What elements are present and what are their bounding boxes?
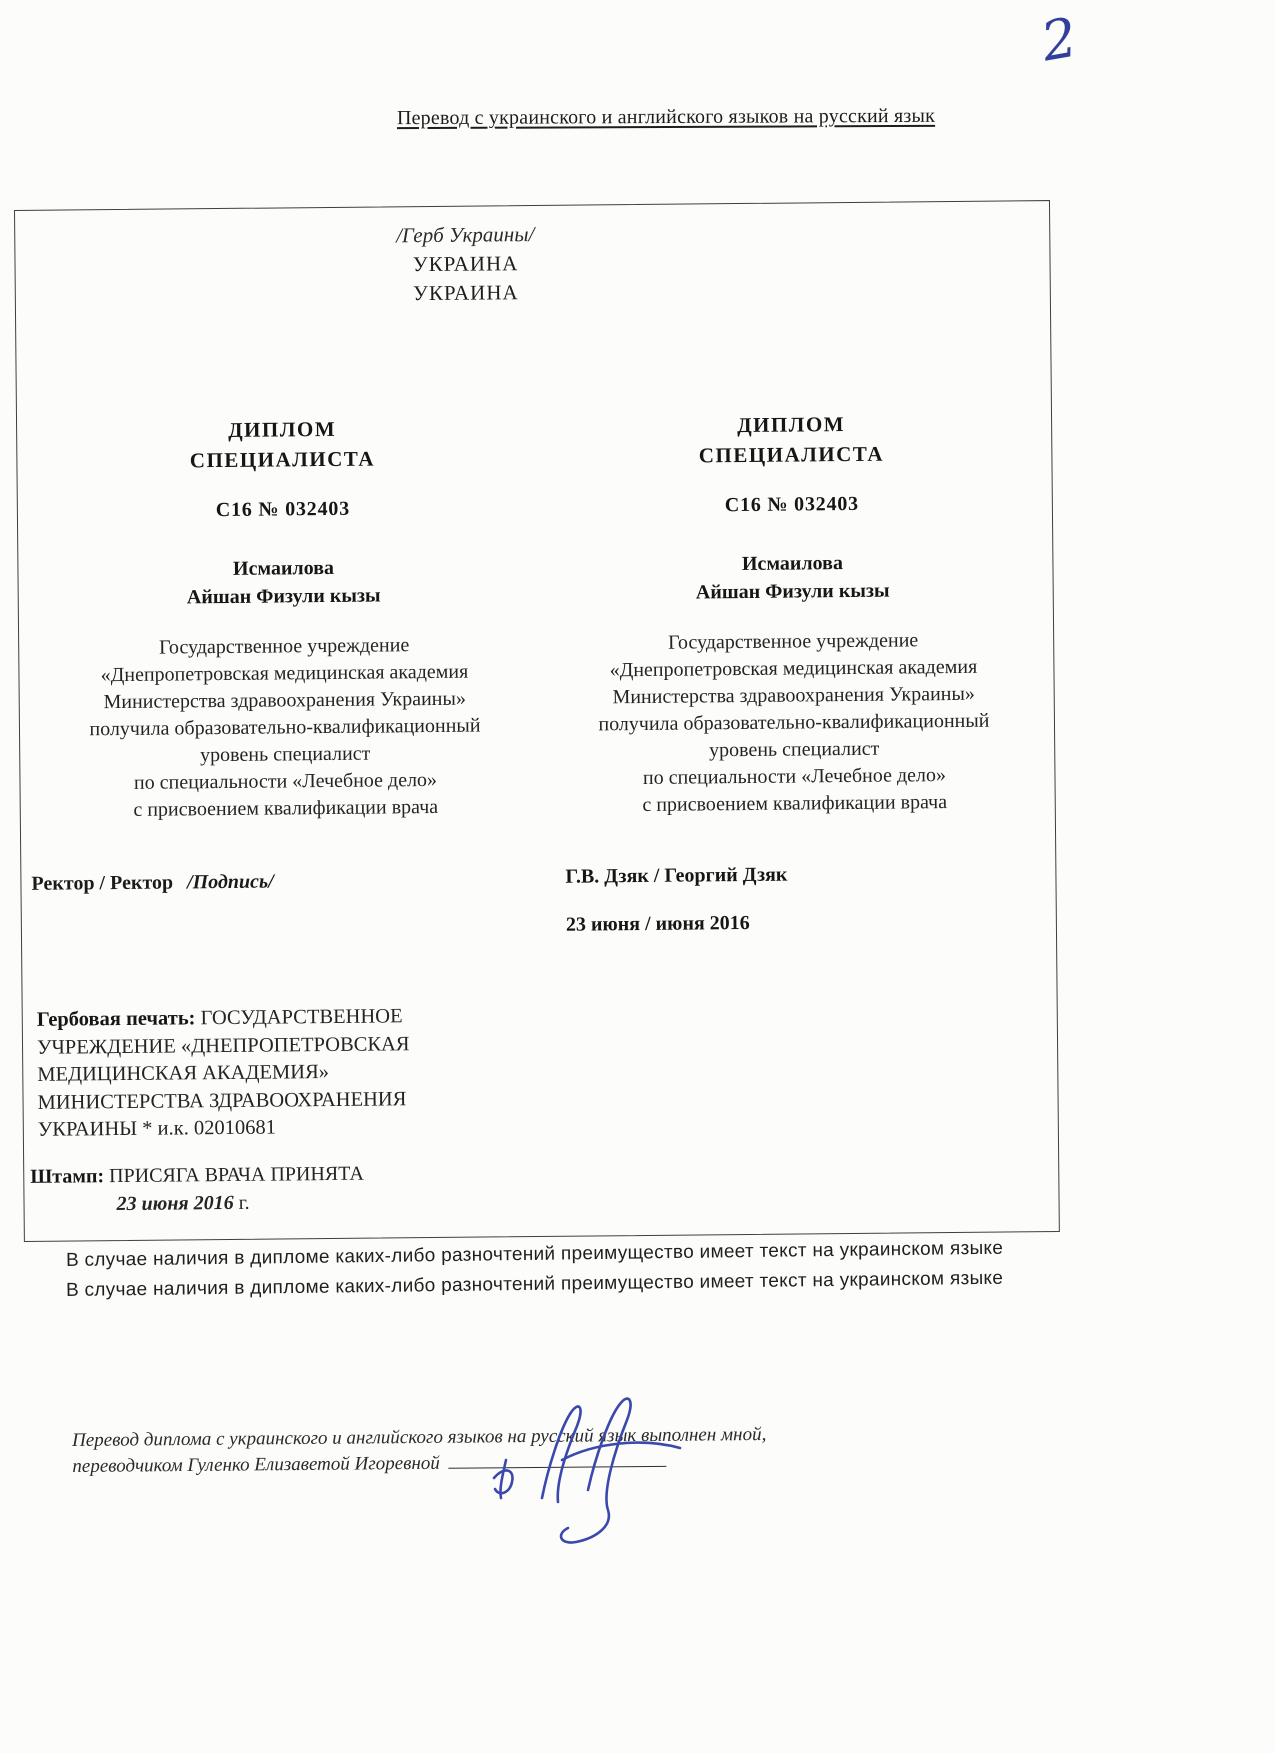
diploma-heading [47,412,518,477]
seal-text-line2: УЧРЕЖДЕНИЕ «ДНЕПРОПЕТРОВСКАЯ [36,1032,410,1059]
body-line: «Днепропетровская медицинская академия [100,660,469,687]
body-line: Министерства здравоохранения Украины» [103,687,467,714]
stamp-date-suffix: г. [238,1191,250,1214]
diploma-body-text [507,626,1081,820]
stamp-text: ПРИСЯГА ВРАЧА ПРИНЯТА [109,1162,364,1188]
diploma-body-text [49,631,521,825]
holder-name [506,547,1079,608]
diploma-heading-line2: СПЕЦИАЛИСТА [698,441,885,468]
body-line: Государственное учреждение [159,634,410,659]
diploma-heading-line1: ДИПЛОМ [228,416,337,442]
emblem-note: /Герб Украины/ [396,222,535,248]
body-line: по специальности «Лечебное дело» [133,768,438,794]
holder-surname: Исмаилова [232,556,335,580]
body-line: Государственное учреждение [668,629,919,654]
body-line: по специальности «Лечебное дело» [642,764,947,789]
stamp-description [30,1160,364,1219]
stamp-line2 [116,1188,364,1218]
diploma-serial-number: С16 № 032403 [215,497,351,522]
country-line-2: УКРАИНА [412,280,519,306]
diploma-heading-line1: ДИПЛОМ [737,412,846,438]
seal-text-line4: МИНИСТЕРСТВА ЗДРАВООХРАНЕНИЯ [37,1087,407,1114]
diploma-translation-box [14,200,1060,1242]
seal-label: Гербовая печать: [36,1007,196,1031]
body-line: получила образовательно-квалификационный [598,709,990,736]
stamp-line1 [30,1160,364,1191]
emblem-block [15,216,916,312]
rector-signature-line [31,871,273,896]
stamp-label: Штамп: [30,1165,105,1188]
diploma-heading-line2: СПЕЦИАЛИСТА [189,446,376,473]
diploma-serial-number: С16 № 032403 [724,492,860,517]
country-line-1: УКРАИНА [412,251,519,277]
translator-statement-line1: Перевод диплома с украинского и английского языков на русский язык выполнен мной, [72,1423,767,1451]
body-line: уровень специалист [200,742,371,767]
diploma-column-right [505,407,1081,820]
discrepancy-note-line1: В случае наличия в дипломе каких-либо разночтений преимущество имеет текст на украинском языке [65,1237,1004,1271]
issue-date: 23 июня / июня 2016 [565,911,750,936]
translation-title: Перевод с украинского и английского языков на русский язык [396,104,936,130]
holder-given-names: Айшан Физули кызы [695,579,890,604]
seal-text-line5: УКРАИНЫ * и.к. 02010681 [37,1116,276,1141]
translator-signature-ink [468,1388,708,1553]
body-line: с присвоением квалификации врача [642,791,948,816]
body-line: Министерства здравоохранения Украины» [612,682,975,709]
seal-text-line1: ГОСУДАРСТВЕННОЕ [200,1005,403,1030]
translator-name: переводчиком Гуленко Елизаветой Игоревной [72,1452,440,1477]
rector-name: Г.В. Дзяк / Георгий Дзяк [565,863,788,888]
holder-given-names: Айшан Физули кызы [186,584,381,609]
handwritten-page-number: 2 [1036,5,1082,74]
holder-surname: Исмаилова [741,552,844,576]
holder-name [48,552,519,613]
diploma-heading [505,407,1078,472]
body-line: уровень специалист [708,737,880,762]
signature-placeholder: /Подпись/ [186,870,274,894]
official-seal-description [37,1003,468,1145]
discrepancy-note-line2: В случае наличия в дипломе каких-либо разночтений преимущество имеет текст на украинском языке [65,1267,1004,1301]
rector-label: Ректор / Ректор [31,871,174,895]
seal-text-line3: МЕДИЦИНСКАЯ АКАДЕМИЯ» [37,1061,330,1086]
diploma-column-left [47,412,521,824]
body-line: «Днепропетровская медицинская академия [609,655,978,682]
body-line: получила образовательно-квалификационный [89,714,481,741]
stamp-date: 23 июня 2016 [116,1191,234,1216]
body-line: с присвоением квалификации врача [133,795,439,821]
